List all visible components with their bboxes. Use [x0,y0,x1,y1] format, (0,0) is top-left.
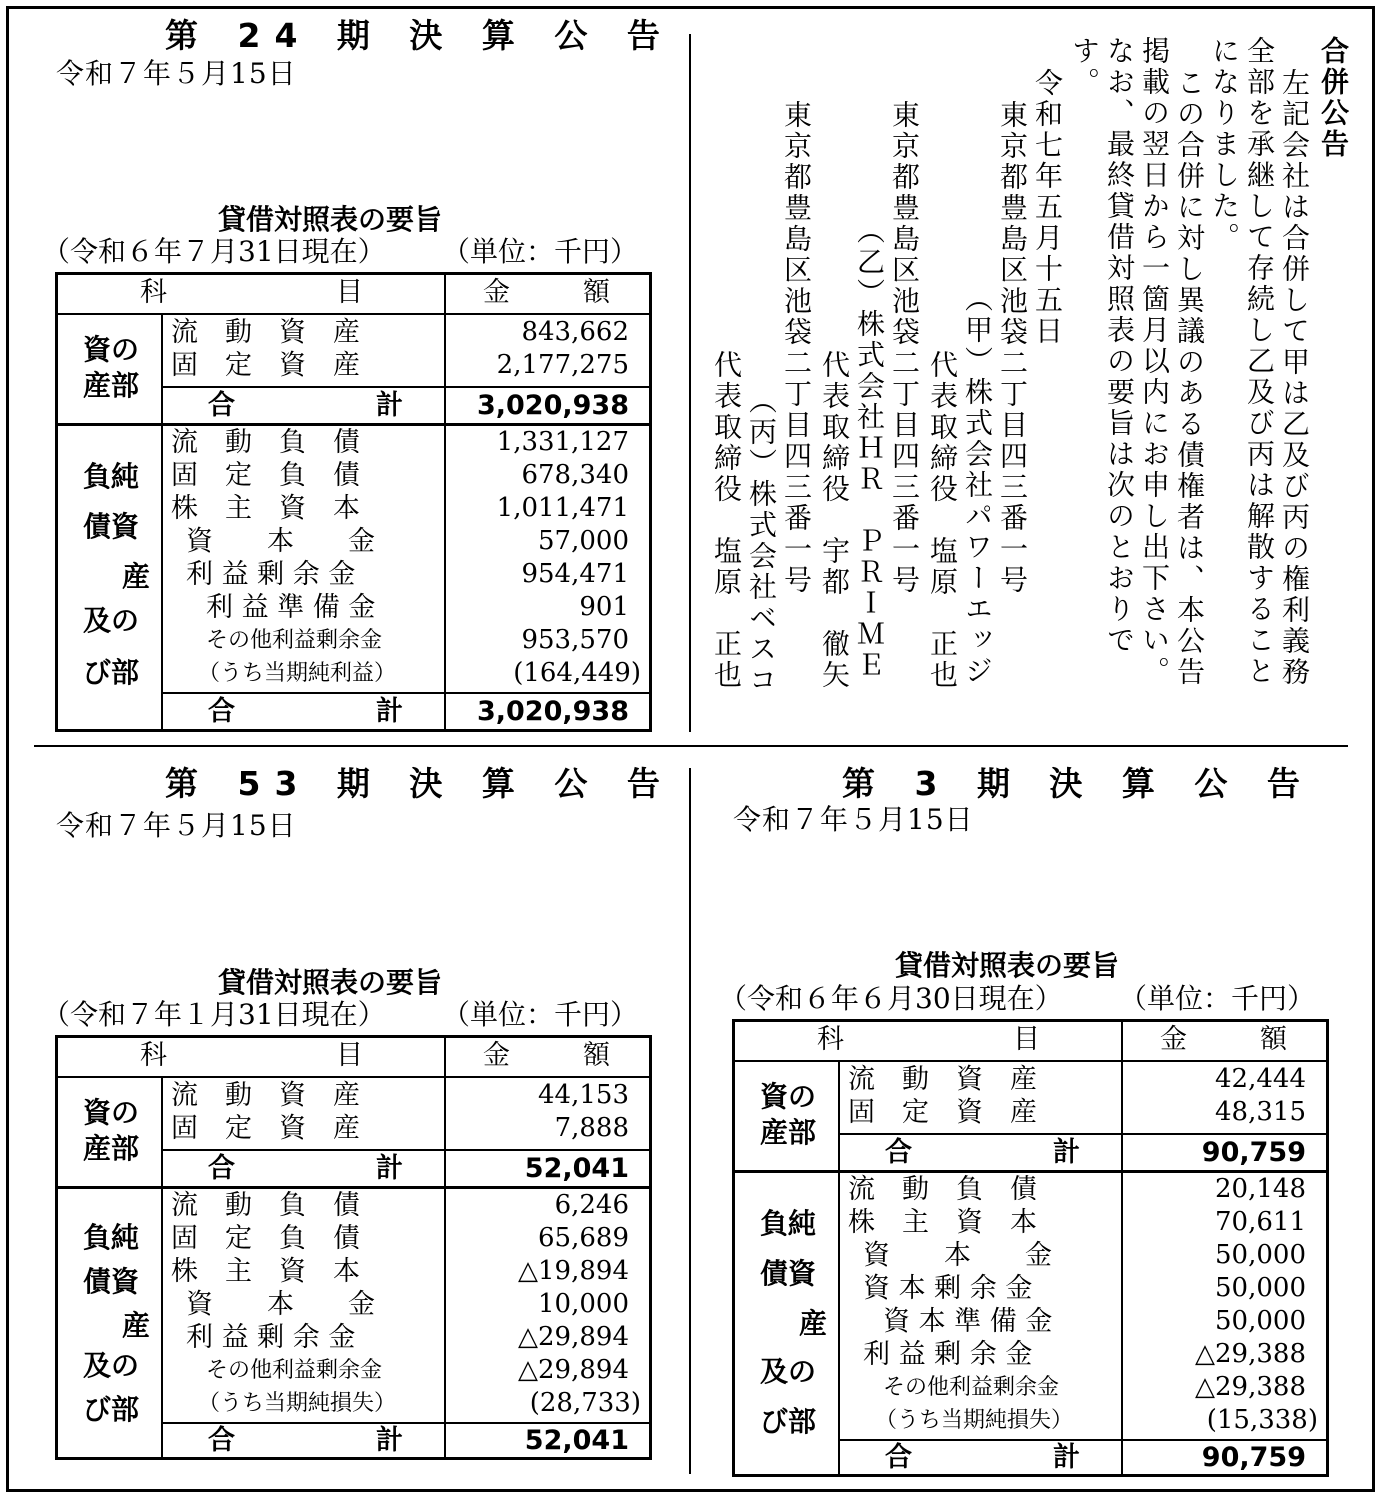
assets-total-value: 52,041 [524,1153,629,1184]
assets-total-label-b: 計 [376,1153,403,1184]
merger-date: 令和七年五月十五日 [1031,68,1064,347]
liability-row-label: 利 益 剰 余 金 [186,559,356,590]
bs-subtitle: 貸借対照表の要旨 [895,949,1120,982]
merger-line: なお、最終貸借対照表の要旨は次のとおりで [1103,36,1136,656]
header-item-a: 科 [817,1024,844,1055]
liab-total-label-b: 計 [1053,1442,1080,1473]
section-rule [838,1060,840,1170]
liability-row-label: 株 主 資 本 [171,1256,360,1287]
liab-label-5: び部 [759,1405,816,1438]
assets-label-2: 産部 [82,1132,139,1165]
asset-row-value: 44,153 [538,1080,629,1110]
merger-title: 合併公告 [1317,36,1350,160]
liab-label-4: 及の [82,604,139,637]
liability-row-value: △29,388 [1195,1372,1306,1402]
table-header [58,275,649,315]
assets-label-1: 資の [759,1080,816,1113]
asset-row-value: 843,662 [521,317,629,347]
liab-label-3: 産 [798,1307,827,1340]
notice-title: 第 53 期 決 算 公 告 [165,764,674,803]
asset-row-label: 流 動 資 産 [848,1064,1037,1095]
notice-date: 令和７年５月15日 [56,57,297,90]
liability-row-label: 流 動 負 債 [848,1174,1037,1205]
liab-label-2: 債資 [82,510,139,543]
liab-label-3: 産 [121,560,150,593]
liability-row-label: （うち当期純損失） [875,1408,1074,1433]
liability-row-value: △29,894 [518,1355,629,1385]
header-item-b: 目 [336,1040,363,1071]
liab-total-value: 52,041 [524,1425,629,1456]
assets-section [58,313,649,423]
liability-row-label: 資 本 金 [186,526,375,557]
liability-row-label: 利 益 準 備 金 [206,592,376,623]
assets-total-value: 3,020,938 [476,390,629,421]
table-header [735,1022,1326,1062]
merger-line: この合併に対し異議のある債権者は、本公告 [1173,68,1206,688]
assets-total-label-a: 合 [208,1153,235,1184]
divider-vertical-bottom [689,768,691,1474]
balance-sheet-table [55,1035,652,1460]
liab-label-1: 負純 [82,460,139,493]
assets-total-label-b: 計 [1053,1137,1080,1168]
liability-row-value: 678,340 [521,460,629,490]
merger-line: （丙）株式会社ベスコ [745,386,778,696]
liability-row-label: 固 定 負 債 [171,460,360,491]
liabilities-section [735,1173,1326,1474]
liab-total-label-a: 合 [885,1442,912,1473]
liability-row-value: 10,000 [538,1289,629,1319]
assets-total-label-a: 合 [208,390,235,421]
header-item-b: 目 [336,277,363,308]
notice-title: 第 3 期 決 算 公 告 [842,764,1314,803]
liab-label-3: 産 [121,1309,150,1342]
liability-row-label: 資 本 金 [186,1289,375,1320]
assets-label-1: 資の [82,1096,139,1129]
liability-row-label: 株 主 資 本 [171,493,360,524]
liab-total-label-a: 合 [208,696,235,727]
liab-label-4: 及の [82,1349,139,1382]
merger-line: （乙）株式会社ＨＲ ＰＲＩＭＥ [853,216,886,681]
total-rule [161,1149,649,1151]
assets-label-2: 産部 [759,1116,816,1149]
notice-date: 令和７年５月15日 [733,803,974,836]
liab-total-label-b: 計 [376,1425,403,1456]
asset-row-label: 固 定 資 産 [171,1113,360,1144]
merger-line: 代表取締役 塩原 正也 [710,350,743,691]
liab-label-2: 債資 [759,1257,816,1290]
liabilities-section [58,426,649,729]
asset-row-value: 2,177,275 [496,350,629,380]
balance-sheet-table [55,272,652,732]
liab-total-value: 3,020,938 [476,696,629,727]
liability-row-label: その他利益剰余金 [206,628,383,653]
liability-row-value: 70,611 [1215,1207,1306,1237]
liability-row-label: その他利益剰余金 [883,1375,1060,1400]
merger-line: 左記会社は合併して甲は乙及び丙の権利義務 [1278,68,1311,688]
header-amount-b: 額 [583,1040,610,1071]
liability-row-value: 6,246 [554,1190,629,1220]
assets-total-label-a: 合 [885,1137,912,1168]
asset-row-value: 42,444 [1215,1064,1306,1094]
liab-label-5: び部 [82,656,139,689]
liab-label-1: 負純 [759,1207,816,1240]
assets-section [735,1060,1326,1170]
merger-line: 代表取締役 宇都 徹矢 [818,350,851,691]
bs-unit: （単位：千円） [1119,982,1316,1015]
bs-unit: （単位：千円） [442,998,639,1031]
notice-date: 令和７年５月15日 [56,809,297,842]
liability-row-label: 利 益 剰 余 金 [863,1339,1033,1370]
liab-total-value: 90,759 [1201,1442,1306,1473]
total-rule [838,1133,1326,1135]
liability-row-value: 1,331,127 [496,427,629,457]
liability-row-value: (28,733) [529,1388,641,1418]
liability-row-value: (164,449) [513,658,641,688]
header-amount-b: 額 [583,277,610,308]
liability-row-value: 50,000 [1215,1273,1306,1303]
bs-unit: （単位：千円） [442,235,639,268]
merger-line: 全部を承継して存続し乙及び丙は解散すること [1243,36,1276,687]
assets-label-2: 産部 [82,369,139,402]
liability-row-label: 利 益 剰 余 金 [186,1322,356,1353]
liab-label-4: 及の [759,1355,816,1388]
header-amount-b: 額 [1260,1024,1287,1055]
merger-line: 代表取締役 塩原 正也 [926,350,959,691]
asset-row-label: 流 動 資 産 [171,1080,360,1111]
liability-row-value: 50,000 [1215,1240,1306,1270]
asset-row-value: 48,315 [1215,1097,1306,1127]
header-item-a: 科 [140,1040,167,1071]
liability-row-value: 65,689 [538,1223,629,1253]
liability-row-label: 資 本 剰 余 金 [863,1273,1033,1304]
liability-row-value: 901 [579,592,629,622]
liab-total-label-a: 合 [208,1425,235,1456]
merger-line: 東京都豊島区池袋二丁目四三番一号 [780,100,813,596]
notice-title: 第 24 期 決 算 公 告 [165,16,674,55]
total-rule [161,692,649,694]
asset-row-value: 7,888 [554,1113,629,1143]
divider-horizontal [34,745,1348,747]
liab-label-1: 負純 [82,1221,139,1254]
header-item-b: 目 [1013,1024,1040,1055]
liability-row-label: 固 定 負 債 [171,1223,360,1254]
liability-row-value: 954,471 [521,559,629,589]
bs-subtitle: 貸借対照表の要旨 [218,203,443,236]
merger-line: （甲）株式会社パワーエッジ [961,284,994,687]
merger-line: 掲載の翌日から一箇月以内にお申し出下さい。 [1138,36,1171,687]
assets-section [58,1076,649,1186]
balance-sheet-table [732,1019,1329,1477]
assets-total-value: 90,759 [1201,1137,1306,1168]
divider-vertical-top [689,34,691,732]
section-rule [161,313,163,423]
liability-row-label: その他利益剰余金 [206,1358,383,1383]
liability-row-label: 流 動 負 債 [171,1190,360,1221]
liab-label-2: 債資 [82,1265,139,1298]
asset-row-label: 固 定 資 産 [171,350,360,381]
liability-row-label: 流 動 負 債 [171,427,360,458]
assets-label-1: 資の [82,333,139,366]
merger-line: す。 [1068,36,1101,98]
header-amount-a: 金 [1160,1024,1187,1055]
liability-row-value: △29,388 [1195,1339,1306,1369]
liab-total-label-b: 計 [376,696,403,727]
header-item-a: 科 [140,277,167,308]
liability-row-value: △29,894 [518,1322,629,1352]
liability-row-label: 資 本 準 備 金 [883,1306,1053,1337]
merger-line: 東京都豊島区池袋二丁目四三番一号 [996,100,1029,596]
liab-label-5: び部 [82,1393,139,1426]
liability-row-label: 株 主 資 本 [848,1207,1037,1238]
total-rule [161,386,649,388]
table-header [58,1038,649,1078]
liabilities-section [58,1189,649,1457]
header-amount-a: 金 [483,277,510,308]
merger-line: 東京都豊島区池袋二丁目四三番一号 [888,100,921,596]
liability-row-value: 953,570 [521,625,629,655]
liability-row-label: 資 本 金 [863,1240,1052,1271]
header-amount-a: 金 [483,1040,510,1071]
bs-as-of: （令和７年１月31日現在） [42,998,386,1031]
bs-as-of: （令和６年６月30日現在） [719,982,1063,1015]
liability-row-value: 57,000 [538,526,629,556]
merger-line: になりました。 [1208,36,1241,253]
bs-subtitle: 貸借対照表の要旨 [218,966,443,999]
section-rule [161,1076,163,1186]
bs-as-of: （令和６年７月31日現在） [42,235,386,268]
liability-row-value: 20,148 [1215,1174,1306,1204]
liability-row-value: (15,338) [1206,1405,1318,1435]
assets-total-label-b: 計 [376,390,403,421]
asset-row-label: 固 定 資 産 [848,1097,1037,1128]
liability-row-value: △19,894 [518,1256,629,1286]
liability-row-value: 1,011,471 [496,493,629,523]
liability-row-value: 50,000 [1215,1306,1306,1336]
liability-row-label: （うち当期純損失） [198,1391,397,1416]
asset-row-label: 流 動 資 産 [171,317,360,348]
liability-row-label: （うち当期純利益） [198,661,397,686]
